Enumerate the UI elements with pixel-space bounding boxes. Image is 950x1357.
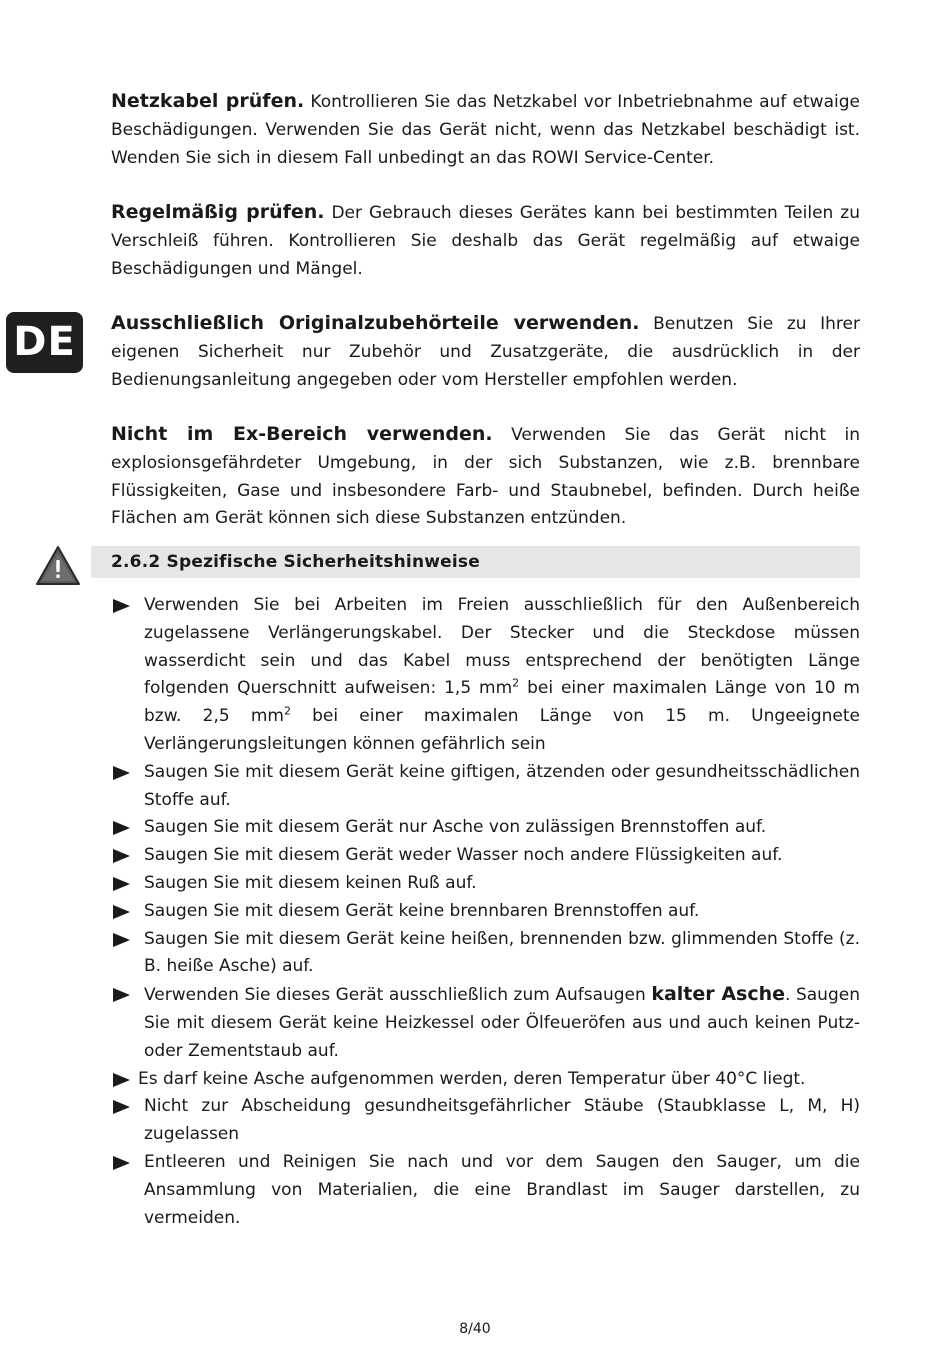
paragraph-text: Der Gebrauch dieses Gerätes kann bei bestimmten Teilen zu Verschleiß führen. Kontrollieren Sie deshalb das Gerät regelmäßig auf etwaige Beschädigungen und Mängel. [111,203,860,279]
list-item: Entleeren und Reinigen Sie nach und vor dem Saugen den Sauger, um die Ansammlung von Materialien, die eine Brandlast im Sauger darstellen, zu vermeiden. [111,1149,860,1232]
arrow-bullet-icon [113,599,130,613]
list-item: Saugen Sie mit diesem Gerät keine giftigen, ätzenden oder gesundheitsschädlichen Stoffe auf. [111,759,860,815]
list-item: Saugen Sie mit diesem Gerät keine heißen, brennenden bzw. glimmenden Stoffe (z. B. heiße Asche) auf. [111,926,860,982]
paragraph-check-power-cable [111,88,860,172]
page-number: 8/40 [459,1321,491,1337]
paragraph-check-regularly [111,199,860,283]
warning-triangle-icon [35,545,81,587]
list-item: Saugen Sie mit diesem Gerät weder Wasser noch andere Flüssigkeiten auf. [111,842,860,870]
list-item: Saugen Sie mit diesem Gerät keine brennbaren Brennstoffen auf. [111,898,860,926]
section-title: 2.6.2 Spezifische Sicherheitshinweise [111,552,480,572]
paragraph-text: Verwenden Sie das Gerät nicht in explosionsgefährdeter Umgebung, in der sich Substanzen, wie z.B. brennbare Flüssigkeiten, Gase und insbesondere Farb- und Staubnebel, befinden. Durch heiße Flächen am Gerät können sich diese Substanzen entzünden. [111,425,860,529]
list-item: Es darf keine Asche aufgenommen werden, deren Temperatur über 40°C liegt. [111,1066,860,1094]
paragraph-text: Benutzen Sie zu Ihrer eigenen Sicherheit nur Zubehör und Zusatzgeräte, die ausdrücklich in der Bedienungsanleitung angegeben oder vom Hersteller empfohlen werden. [111,314,860,390]
paragraph-lead: Ausschließlich Originalzubehörteile verwenden. [111,312,640,334]
list-item: Saugen Sie mit diesem Gerät nur Asche von zulässigen Brennstoffen auf. [111,814,860,842]
arrow-bullet-icon [113,877,130,891]
arrow-bullet-icon [113,766,130,780]
paragraph-explosion-area [111,421,860,533]
paragraph-text: Kontrollieren Sie das Netzkabel vor Inbetriebnahme auf etwaige Beschädigungen. Verwenden Sie das Gerät nicht, wenn das Netzkabel beschädigt ist. Wenden Sie sich in diesem Fall unbedingt an das ROWI Service-Center. [111,92,860,168]
arrow-bullet-icon [113,933,130,947]
arrow-bullet-icon [113,988,130,1002]
paragraph-lead: Regelmäßig prüfen. [111,201,325,223]
list-item: Saugen Sie mit diesem keinen Ruß auf. [111,870,860,898]
list-item: Nicht zur Abscheidung gesundheitsgefährlicher Stäube (Staubklasse L, M, H) zugelassen [111,1093,860,1149]
section-header [91,546,860,578]
arrow-bullet-icon [113,849,130,863]
arrow-bullet-icon [113,821,130,835]
safety-instructions-list [111,592,860,1232]
arrow-bullet-icon [113,1156,130,1170]
paragraph-lead: Netzkabel prüfen. [111,90,305,112]
paragraph-original-accessories [111,310,860,394]
list-item: Verwenden Sie dieses Gerät ausschließlich zum Aufsaugen kalter Asche. Saugen Sie mit diesem Gerät keine Heizkessel oder Ölfeueröfen aus und auch keinen Putz- oder Zementstaub auf. [111,981,860,1065]
arrow-bullet-icon [113,905,130,919]
arrow-bullet-icon [113,1073,130,1087]
language-badge: DE [6,312,83,373]
emphasis-cold-ash: kalter Asche [651,983,786,1006]
paragraph-lead: Nicht im Ex-Bereich verwenden. [111,423,493,445]
list-item: Verwenden Sie bei Arbeiten im Freien ausschließlich für den Außenbereich zugelassene Verlängerungskabel. Der Stecker und die Steckdose müssen wasserdicht sein und das Kabel muss entsprechend der benötigten Länge folgenden Querschnitt aufweisen: 1,5 $mm^2$ bei einer maximalen Länge von 10 m bzw. 2,5 $mm^2$ bei einer maximalen Länge von 15 m. Ungeeignete Verlängerungsleitungen können gefährlich sein [111,592,860,759]
arrow-bullet-icon [113,1100,130,1114]
